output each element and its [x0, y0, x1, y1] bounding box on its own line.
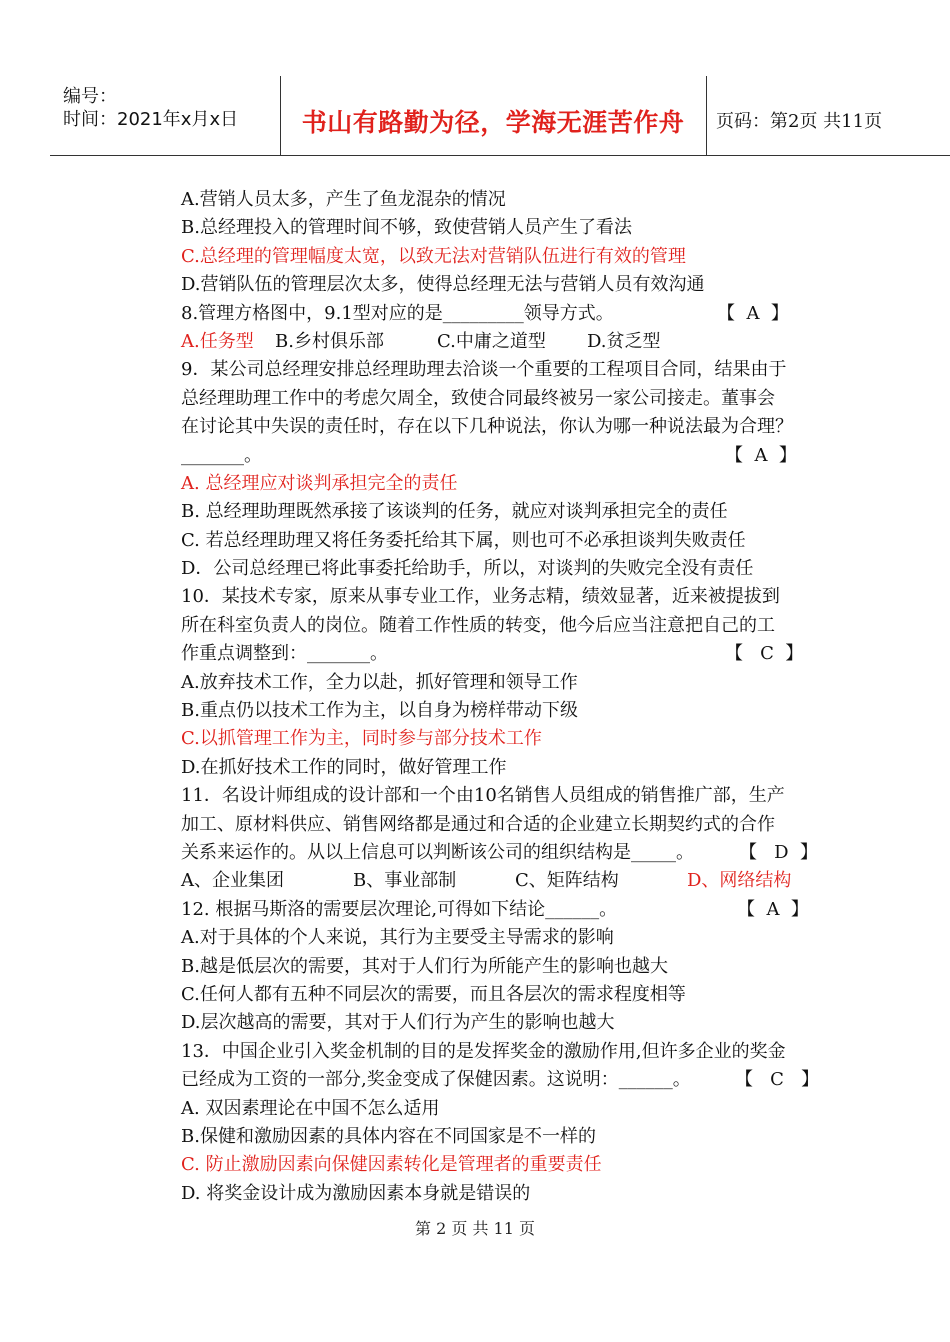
line-text: C.任何人都有五种不同层次的需要，而且各层次的需求程度相等	[181, 983, 686, 1005]
option-item: B、事业部制	[353, 870, 457, 892]
option-row	[181, 867, 841, 895]
text-line	[181, 583, 841, 611]
text-line	[181, 300, 841, 328]
line-text: 已经成为工资的一部分,奖金变成了保健因素。这说明：______。	[181, 1069, 691, 1091]
line-text: B.越是低层次的需要，其对于人们行为所能产生的影响也越大	[181, 955, 668, 977]
answer-bracket: 【 C 】	[735, 1069, 820, 1091]
text-line	[181, 243, 841, 271]
line-text: 8.管理方格图中，9.1型对应的是_________领导方式。	[181, 302, 614, 324]
line-text: D.在抓好技术工作的同时，做好管理工作	[181, 756, 507, 778]
text-line	[181, 470, 841, 498]
text-line	[181, 896, 841, 924]
line-text: B.保健和激励因素的具体内容在不同国家是不一样的	[181, 1125, 596, 1147]
text-line	[181, 754, 841, 782]
text-line	[181, 669, 841, 697]
line-text: 总经理助理工作中的考虑欠周全，致使合同最终被另一家公司接走。董事会	[181, 387, 775, 409]
line-text: D．公司总经理已将此事委托给助手，所以，对谈判的失败完全没有责任	[181, 558, 754, 580]
text-line	[181, 725, 841, 753]
text-line	[181, 697, 841, 725]
line-text: A.营销人员太多，产生了鱼龙混杂的情况	[181, 189, 506, 210]
text-line	[181, 498, 841, 526]
text-line	[181, 1009, 841, 1037]
line-text: C. 防止激励因素向保健因素转化是管理者的重要责任	[181, 1154, 602, 1176]
line-text: 在讨论其中失误的责任时，存在以下几种说法，你认为哪一种说法最为合理？	[181, 416, 793, 438]
motto-text: 书山有路勤为径，学海无涯苦作舟	[301, 108, 685, 137]
option-item: D.贫乏型	[587, 330, 661, 352]
text-line	[181, 1151, 841, 1179]
text-line	[181, 953, 841, 981]
line-text: C.总经理的管理幅度太宽，以致无法对营销队伍进行有效的管理	[181, 245, 686, 267]
option-item: A、企业集团	[181, 870, 284, 892]
text-line	[181, 1180, 841, 1208]
page-header	[50, 76, 950, 156]
text-line	[181, 186, 841, 214]
option-item: C、矩阵结构	[515, 870, 619, 892]
line-text: C.以抓管理工作为主，同时参与部分技术工作	[181, 728, 542, 750]
line-text: D.营销队伍的管理层次太多，使得总经理无法与营销人员有效沟通	[181, 274, 705, 296]
text-line	[181, 981, 841, 1009]
answer-bracket: 【 C 】	[725, 643, 804, 665]
text-line	[181, 612, 841, 640]
line-text: B.总经理投入的管理时间不够，致使营销人员产生了看法	[181, 217, 632, 239]
line-text: 作重点调整到：_______。	[181, 643, 388, 665]
line-text: 关系来运作的。从以上信息可以判断该公司的组织结构是_____。	[181, 841, 694, 863]
text-line	[181, 1066, 841, 1094]
text-line	[181, 527, 841, 555]
text-line	[181, 385, 841, 413]
line-text: B. 总经理助理既然承接了该谈判的任务，就应对谈判承担完全的责任	[181, 501, 728, 523]
text-line	[181, 640, 841, 668]
answer-bracket: 【 A 】	[737, 898, 809, 920]
option-row	[181, 328, 841, 356]
text-line	[181, 555, 841, 583]
question-body	[181, 186, 841, 1208]
header-meta-cell	[50, 76, 281, 155]
line-text: C. 若总经理助理又将任务委托给其下属，则也可不必承担谈判失败责任	[181, 529, 746, 551]
text-line	[181, 924, 841, 952]
page-footer: 第 2 页 共 11 页	[415, 1219, 535, 1238]
answer-bracket: 【 D 】	[739, 841, 819, 863]
text-line	[181, 1123, 841, 1151]
line-text: A.放弃技术工作，全力以赴，抓好管理和领导工作	[181, 671, 578, 693]
text-line	[181, 214, 841, 242]
line-text: 11．名设计师组成的设计部和一个由10名销售人员组成的销售推广部，生产	[181, 785, 785, 807]
line-text: A.对于具体的个人来说，其行为主要受主导需求的影响	[181, 927, 614, 949]
header-motto-cell	[280, 76, 707, 155]
line-text: 所在科室负责人的岗位。随着工作性质的转变，他今后应当注意把自己的工	[181, 614, 775, 636]
document-number-label: 编号：	[63, 86, 117, 107]
line-text: 9．某公司总经理安排总经理助理去洽谈一个重要的工程项目合同，结果由于	[181, 359, 787, 381]
option-item: D、网络结构	[687, 870, 792, 892]
option-item: C.中庸之道型	[437, 330, 546, 352]
line-text: 13．中国企业引入奖金机制的目的是发挥奖金的激励作用,但许多企业的奖金	[181, 1040, 786, 1062]
option-item: B.乡村俱乐部	[275, 330, 384, 352]
document-time-label: 时间：2021年x月x日	[63, 109, 239, 130]
line-text: D.层次越高的需要，其对于人们行为产生的影响也越大	[181, 1012, 615, 1034]
text-line	[181, 356, 841, 384]
text-line	[181, 782, 841, 810]
text-line	[181, 839, 841, 867]
line-text: 12. 根据马斯洛的需要层次理论,可得如下结论______。	[181, 898, 618, 920]
line-text: 加工、原材料供应、销售网络都是通过和合适的企业建立长期契约式的合作	[181, 813, 775, 835]
text-line	[181, 442, 841, 470]
text-line	[181, 413, 841, 441]
line-text: B.重点仍以技术工作为主，以自身为榜样带动下级	[181, 700, 578, 722]
line-text: A. 总经理应对谈判承担完全的责任	[181, 472, 458, 494]
option-item: A.任务型	[181, 330, 254, 352]
line-text: _______。	[181, 444, 262, 466]
text-line	[181, 811, 841, 839]
line-text: 10．某技术专家，原来从事专业工作，业务志精，绩效显著，近来被提拔到	[181, 586, 780, 608]
text-line	[181, 1095, 841, 1123]
page-info: 页码：第2页 共11页	[716, 111, 883, 132]
line-text: D. 将奖金设计成为激励因素本身就是错误的	[181, 1182, 531, 1204]
text-line	[181, 271, 841, 299]
line-text: A. 双因素理论在中国不怎么适用	[181, 1097, 440, 1119]
text-line	[181, 1038, 841, 1066]
answer-bracket: 【 A 】	[717, 302, 789, 324]
answer-bracket: 【 A 】	[725, 444, 797, 466]
header-page-cell	[706, 76, 950, 155]
